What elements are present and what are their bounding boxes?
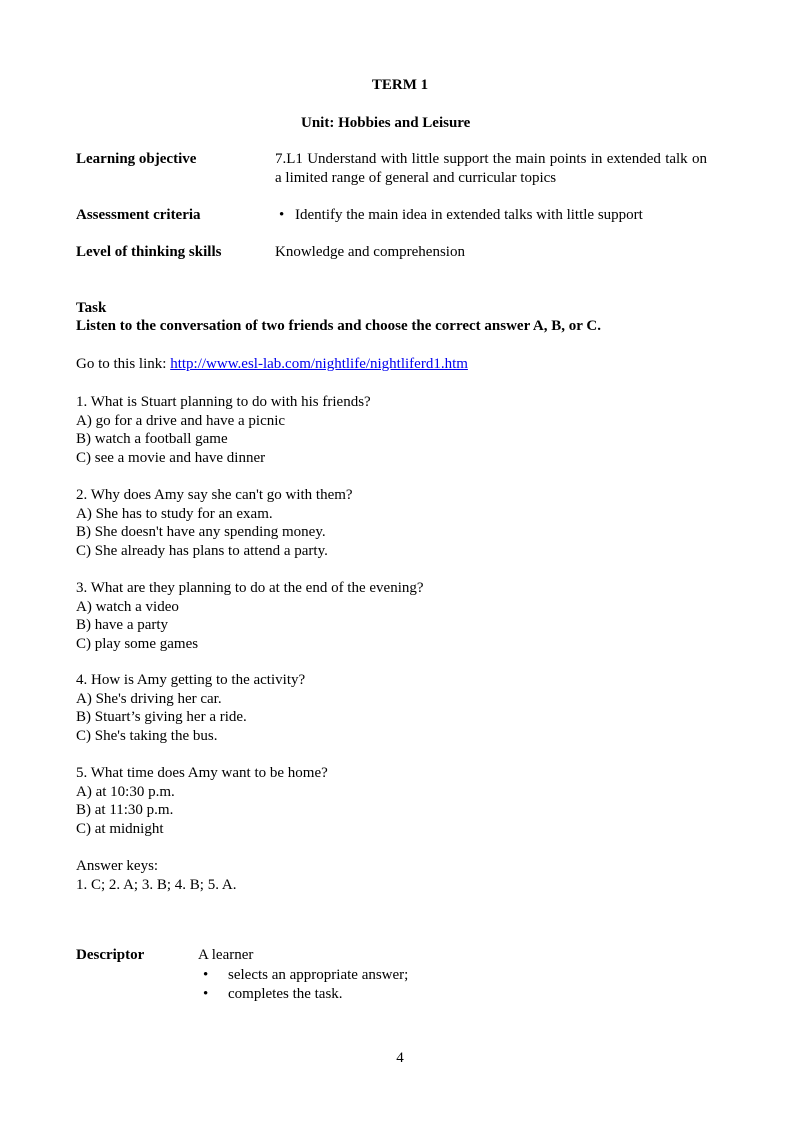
descriptor-intro: A learner [198,947,254,963]
answer-option: C) at midnight [76,820,164,837]
esl-lab-link[interactable]: http://www.esl-lab.com/nightlife/nightliferd1.htm [170,356,468,372]
question-block-2 [76,486,353,560]
answer-option: A) go for a drive and have a picnic [76,412,286,429]
answer-keys [76,857,236,894]
link-prefix: Go to this link: [76,356,171,372]
learning-objective-label: Learning objective [76,151,197,167]
question-text: 4. How is Amy getting to the activity? [76,672,306,688]
descriptor-list [198,966,408,1004]
answer-option: B) at 11:30 p.m. [76,802,174,819]
term-title: TERM 1 [371,77,429,93]
thinking-skills-label: Level of thinking skills [76,244,222,260]
descriptor-label: Descriptor [76,947,145,963]
question-text: 5. What time does Amy want to be home? [76,765,328,781]
answer-option: A) watch a video [76,598,179,615]
link-line [76,356,468,373]
question-text: 1. What is Stuart planning to do with his friends? [76,394,371,410]
question-text: 2. Why does Amy say she can't go with them? [76,487,353,503]
page-number: 4 [396,1050,404,1066]
answer-option: C) see a movie and have dinner [76,449,266,466]
assessment-criteria-item [279,207,643,224]
task-instruction: Listen to the conversation of two friends and choose the correct answer A, B, or C. [76,318,601,334]
answer-option: C) She already has plans to attend a party. [76,542,328,559]
question-text: 3. What are they planning to do at the end of the evening? [76,580,424,596]
answer-option: B) have a party [76,617,169,634]
answer-option: C) She's taking the bus. [76,727,218,744]
answer-option: B) watch a football game [76,431,228,448]
thinking-skills-text: Knowledge and comprehension [275,244,465,260]
answer-option: A) at 10:30 p.m. [76,783,175,800]
question-block-1 [76,393,371,467]
bullet-icon [279,207,295,223]
descriptor-item: • selects an appropriate answer; [203,967,409,983]
question-block-3 [76,579,424,653]
bullet-icon: • [203,967,209,983]
answer-option: C) play some games [76,635,199,652]
answer-option: B) She doesn't have any spending money. [76,524,326,541]
task-heading: Task [76,300,107,316]
assessment-criteria-text: Identify the main idea in extended talks with little support [295,207,643,223]
question-block-5 [76,764,328,838]
bullet-icon: • [203,986,209,1002]
answer-option: B) Stuart’s giving her a ride. [76,709,247,726]
answer-option: A) She has to study for an exam. [76,505,273,522]
learning-objective-text: 7.L1 Understand with little support the main points in extended talk on a limited range of general and curricular topics [275,151,707,186]
assessment-criteria-label: Assessment criteria [76,207,201,223]
answer-keys-text: 1. C; 2. A; 3. B; 4. B; 5. A. [76,876,237,893]
question-block-4 [76,671,305,745]
descriptor-item: • completes the task. [203,986,343,1002]
answer-option: A) She's driving her car. [76,690,222,707]
answer-keys-label: Answer keys: [76,858,159,874]
unit-title: Unit: Hobbies and Leisure [301,115,471,131]
